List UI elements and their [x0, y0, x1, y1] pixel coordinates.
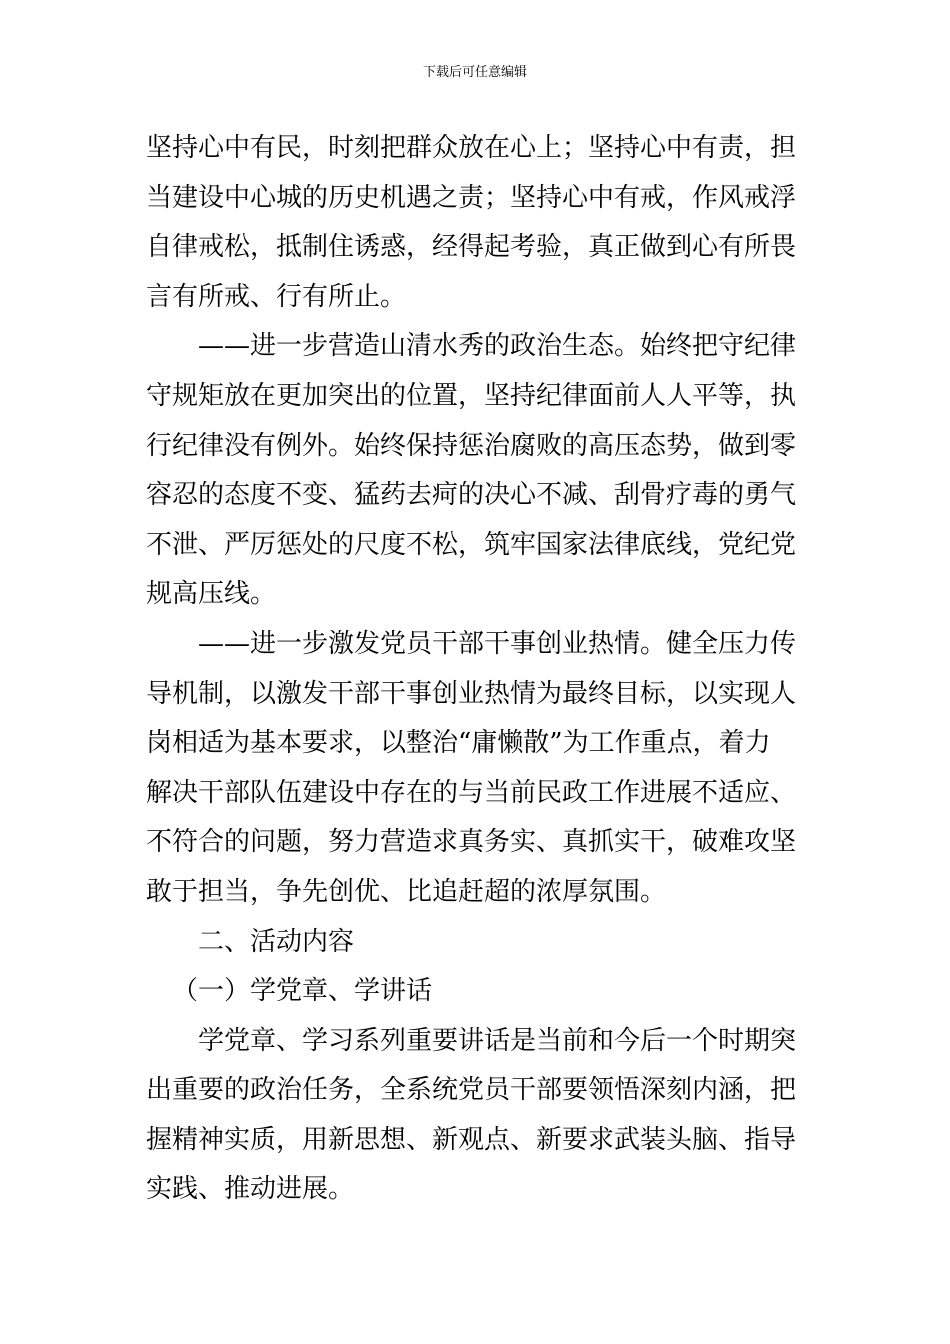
subsection-heading: （一）学党章、学讲话: [172, 976, 433, 1007]
text-line: 坚持心中有民，时刻把群众放在心上；坚持心中有责，担: [146, 133, 797, 163]
document-body: [146, 124, 806, 1215]
text-line: 守规矩放在更加突出的位置，坚持纪律面前人人平等，执: [146, 380, 797, 411]
paragraph-start-line: ——进一步激发党员干部干事创业热情。健全压力传: [198, 628, 797, 659]
text-line: 敢于担当，争先创优、比追赶超的浓厚氛围。: [146, 876, 667, 907]
text-line: 规高压线。: [146, 579, 277, 610]
section-heading: 二、活动内容: [198, 926, 355, 957]
page-header-note: 下载后可任意编辑: [422, 65, 527, 80]
text-line: 当建设中心城的历史机遇之责；坚持心中有戒，作风戒浮: [146, 182, 797, 213]
text-line: 解决干部队伍建设中存在的与当前民政工作进展不适应、: [146, 777, 797, 808]
text-line: 导机制，以激发干部干事创业热情为最终目标，以实现人: [146, 678, 797, 709]
text-line: 出重要的政治任务，全系统党员干部要领悟深刻内涵，把: [146, 1075, 797, 1106]
text-line: 自律戒松，抵制住诱惑，经得起考验，真正做到心有所畏: [146, 232, 797, 263]
text-line: 不泄、严厉惩处的尺度不松，筑牢国家法律底线，党纪党: [146, 529, 797, 560]
text-line: 握精神实质，用新思想、新观点、新要求武装头脑、指导: [146, 1124, 797, 1155]
text-line: 行纪律没有例外。始终保持惩治腐败的高压态势，做到零: [146, 430, 797, 461]
text-line: 容忍的态度不变、猛药去疴的决心不减、刮骨疗毒的勇气: [146, 480, 797, 511]
paragraph-start-line: 学党章、学习系列重要讲话是当前和今后一个时期突: [198, 1025, 797, 1056]
text-line: 实践、推动进展。: [146, 1174, 355, 1205]
text-line: 岗相适为基本要求，以整治“庸懒散”为工作重点，着力: [146, 728, 771, 759]
paragraph-start-line: ——进一步营造山清水秀的政治生态。始终把守纪律: [198, 331, 797, 362]
text-line: 不符合的问题，努力营造求真务实、真抓实干，破难攻坚: [146, 827, 797, 858]
text-line: 言有所戒、行有所止。: [146, 281, 407, 312]
